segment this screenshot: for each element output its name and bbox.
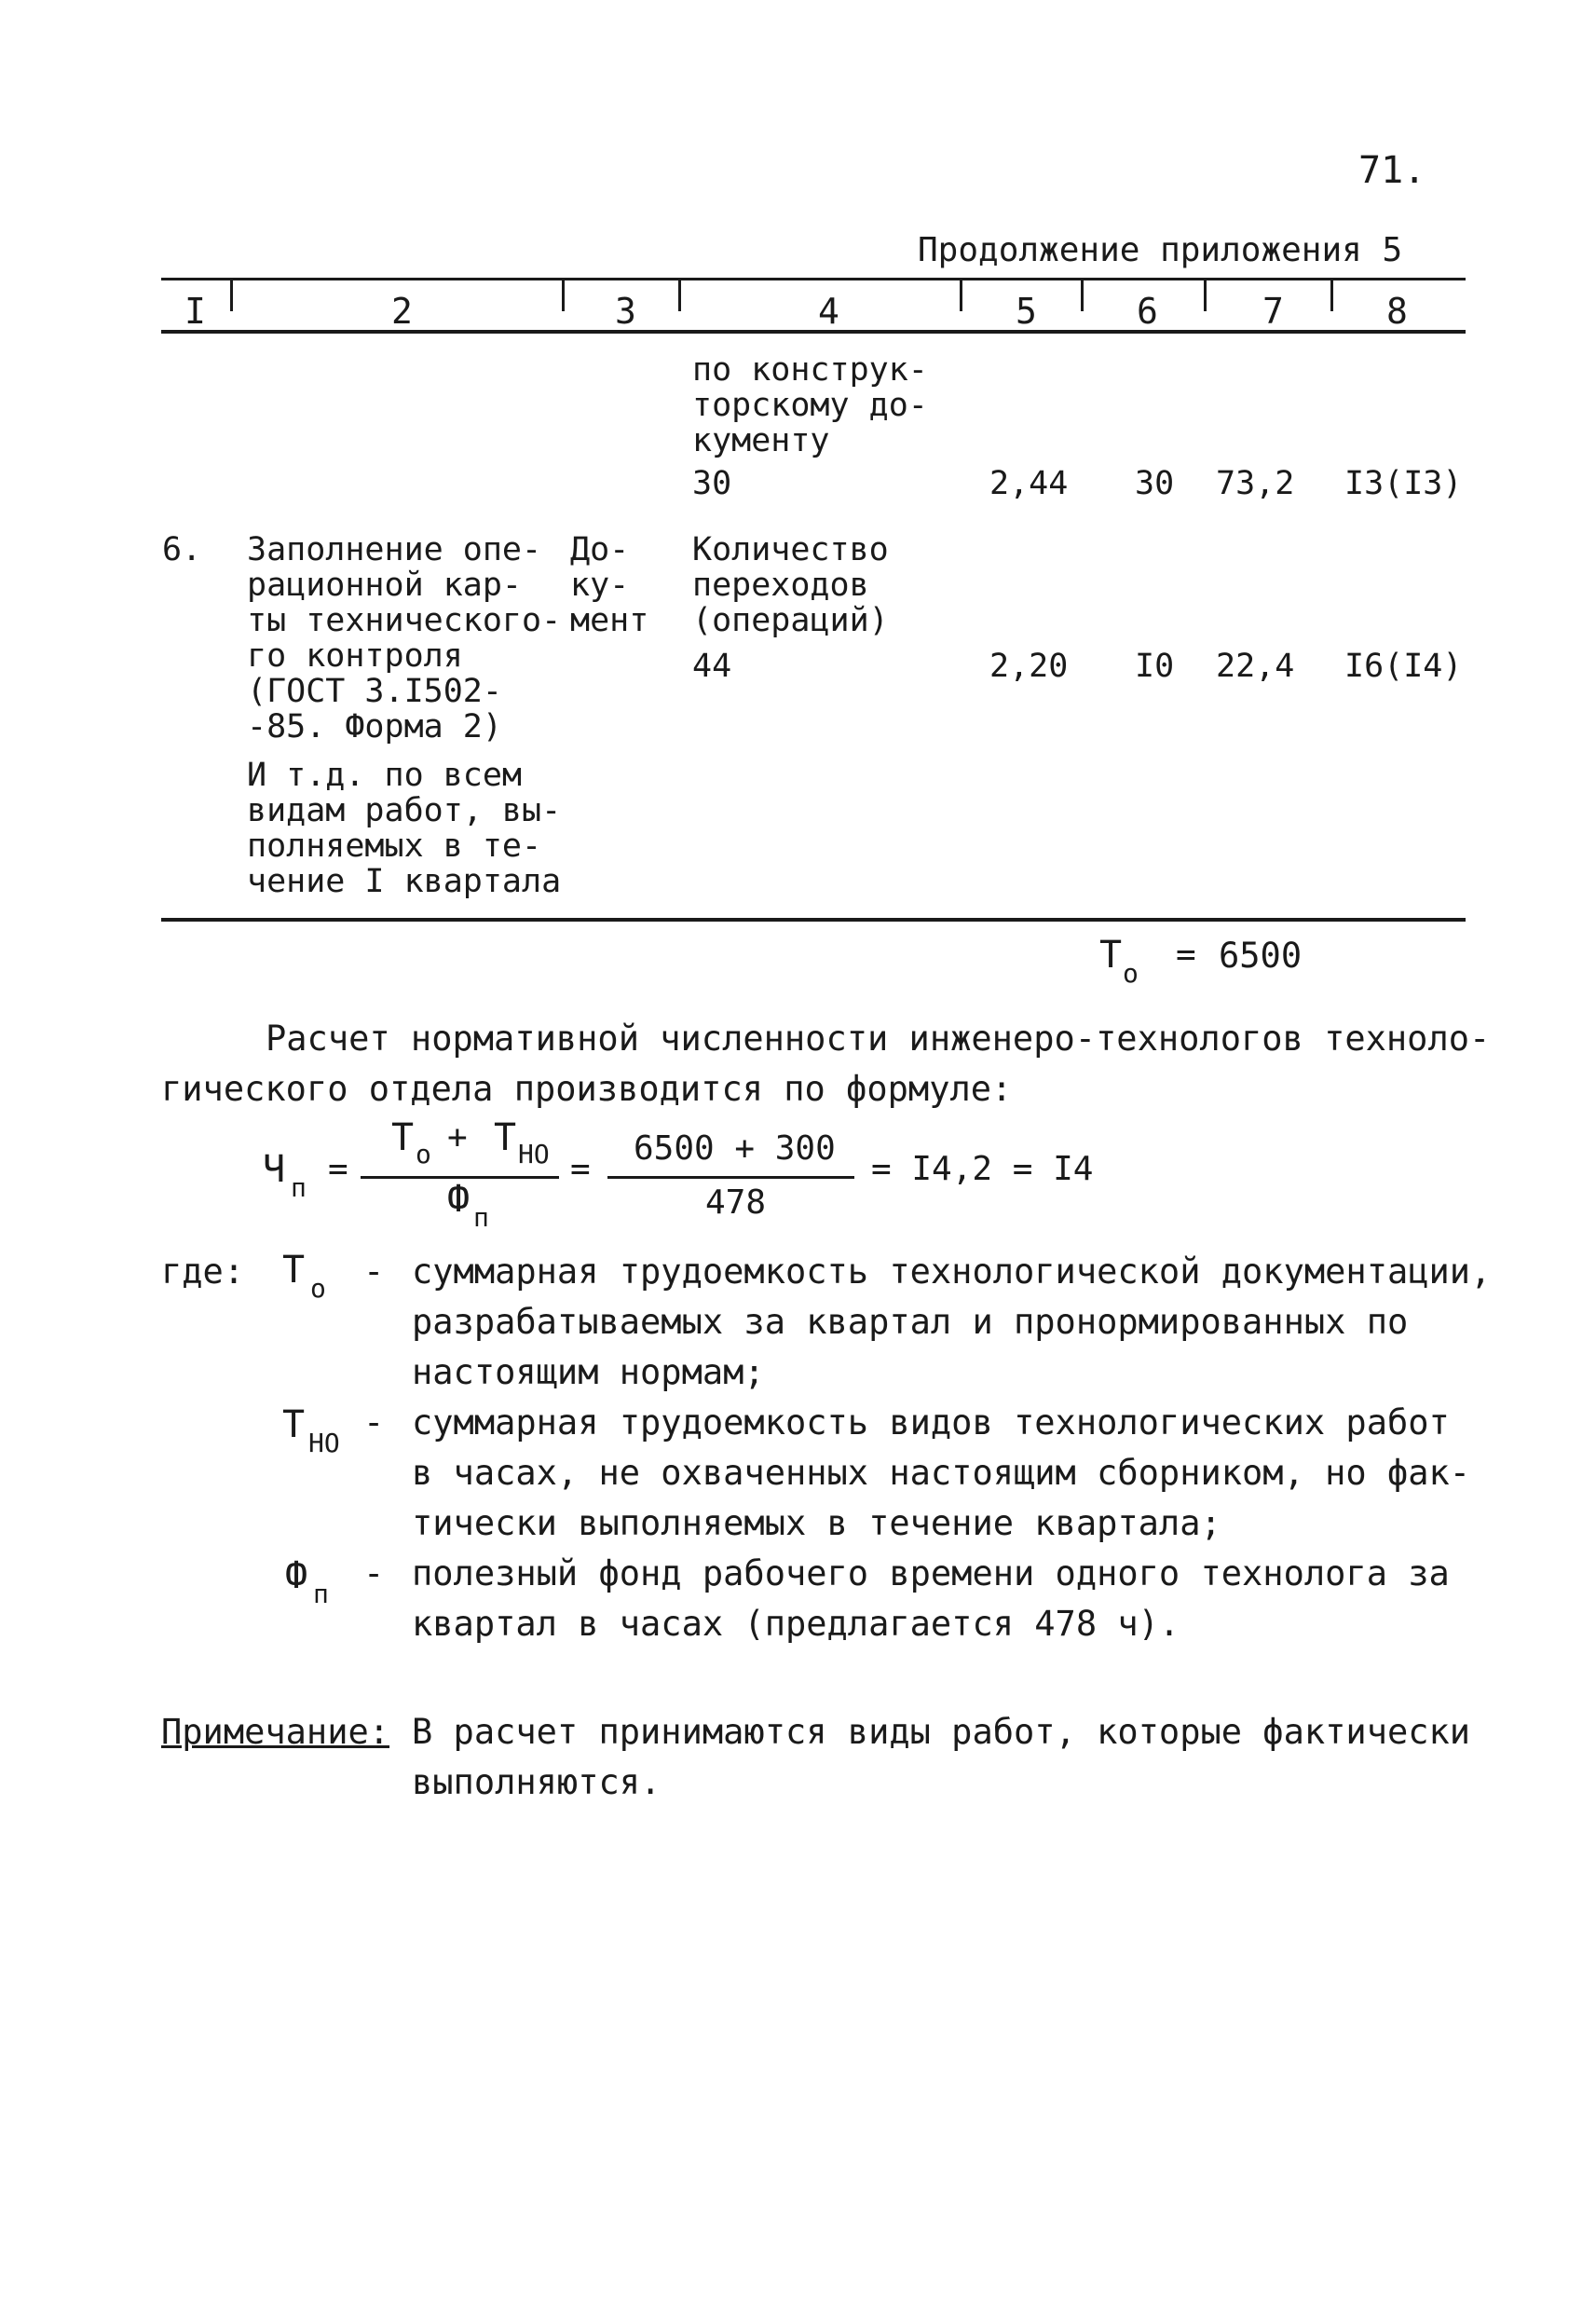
row-number: 6. <box>162 531 202 568</box>
cell-col6: 30 <box>1135 465 1175 502</box>
cell-name-line: (ГОСТ 3.I502- <box>247 673 502 710</box>
def-dash: - <box>363 1402 385 1443</box>
cell-name-line: Заполнение опе- <box>247 531 542 568</box>
cell-name-line: рационной кар- <box>247 567 523 604</box>
formula-lhs-sub: п <box>291 1172 307 1203</box>
cell-col5: 2,20 <box>989 648 1069 685</box>
def-line: квартал в часах (предлагается 478 ч). <box>412 1604 1180 1644</box>
cell-qty: 44 <box>692 648 732 685</box>
def-line: настоящим нормам; <box>412 1352 765 1392</box>
cell-name-line: -85. Форма 2) <box>247 708 502 745</box>
formula-plus: + <box>447 1118 468 1156</box>
cell-qty: 30 <box>692 465 732 502</box>
cell-etc-line: полняемых в те- <box>247 827 542 865</box>
header-divider <box>562 280 565 311</box>
col-header-1: I <box>184 291 206 332</box>
formula-result: = I4,2 = I4 <box>871 1150 1094 1188</box>
def-line: разрабатываемых за квартал и пронормированных по <box>412 1302 1409 1342</box>
def-line: суммарная трудоемкость видов технологических работ <box>412 1402 1450 1443</box>
col-header-5: 5 <box>1016 291 1037 332</box>
note-line: выполняются. <box>412 1762 662 1802</box>
cell-col6: I0 <box>1135 648 1175 685</box>
cell-etc-line: И т.д. по всем <box>247 757 523 794</box>
col-header-8: 8 <box>1386 291 1408 332</box>
def-dash: - <box>363 1251 385 1292</box>
total-symbol: T <box>1099 934 1123 977</box>
def-symbol: T <box>282 1403 306 1446</box>
intro-line: Расчет нормативной численности инженеро-технологов техноло- <box>266 1019 1491 1059</box>
col-header-3: 3 <box>615 291 636 332</box>
formula-tno-sub: НО <box>518 1139 550 1169</box>
header-top-rule <box>161 278 1466 280</box>
header-divider <box>230 280 233 311</box>
formula-t0: T <box>391 1116 415 1159</box>
def-symbol: Ф <box>285 1554 308 1597</box>
cell-name-line: го контроля <box>247 637 463 675</box>
note-line: В расчет принимаются виды работ, которые фактически <box>412 1712 1471 1752</box>
total-value: 6500 <box>1219 936 1303 976</box>
table-bottom-rule <box>161 918 1466 922</box>
col-header-2: 2 <box>391 291 413 332</box>
col-header-6: 6 <box>1137 291 1158 332</box>
continuation-title: Продолжение приложения 5 <box>918 231 1403 269</box>
def-subscript: o <box>310 1273 326 1304</box>
def-line: тически выполняемых в течение квартала; <box>412 1503 1221 1543</box>
cell-meter-line: кументу <box>692 422 830 459</box>
cell-name-line: ты технического- <box>247 602 562 639</box>
cell-etc-line: видам работ, вы- <box>247 792 562 829</box>
formula-equals: = <box>570 1150 591 1188</box>
cell-meter-line: Количество <box>692 531 889 568</box>
formula-den-value: 478 <box>705 1183 767 1222</box>
def-symbol: T <box>282 1249 306 1292</box>
where-label: где: <box>161 1251 245 1292</box>
fraction-bar <box>607 1176 854 1179</box>
total-equals: = <box>1176 936 1196 974</box>
formula-t0-sub: o <box>416 1139 431 1169</box>
cell-meter-line: торскому до- <box>692 387 928 424</box>
formula-phi: Ф <box>447 1178 471 1221</box>
cell-col7: 22,4 <box>1216 648 1295 685</box>
cell-col5: 2,44 <box>989 465 1069 502</box>
formula-phi-sub: п <box>473 1202 489 1233</box>
formula-tno: T <box>494 1116 517 1159</box>
total-subscript: o <box>1123 958 1139 989</box>
cell-unit-line: До- <box>570 531 630 568</box>
cell-col7: 73,2 <box>1216 465 1295 502</box>
cell-meter-line: по конструк- <box>692 351 928 389</box>
formula-equals: = <box>328 1150 348 1188</box>
note-label: Примечание: <box>161 1712 390 1752</box>
header-divider <box>1204 280 1207 311</box>
def-line: суммарная трудоемкость технологической документации, <box>412 1251 1492 1292</box>
cell-col8: I3(I3) <box>1344 465 1463 502</box>
cell-unit-line: ку- <box>570 567 630 604</box>
page-number: 71. <box>1358 149 1426 192</box>
col-header-7: 7 <box>1262 291 1284 332</box>
cell-meter-line: (операций) <box>692 602 889 639</box>
header-divider <box>1330 280 1333 311</box>
def-subscript: п <box>313 1579 329 1609</box>
cell-meter-line: переходов <box>692 567 869 604</box>
def-line: в часах, не охваченных настоящим сборником, но фак- <box>412 1453 1471 1493</box>
formula-num-values: 6500 + 300 <box>634 1129 836 1168</box>
formula-lhs: Ч <box>263 1148 286 1191</box>
def-dash: - <box>363 1553 385 1593</box>
col-header-4: 4 <box>818 291 839 332</box>
header-divider <box>678 280 681 311</box>
def-subscript: НО <box>308 1428 340 1458</box>
intro-line: гического отдела производится по формуле: <box>161 1069 1013 1109</box>
cell-etc-line: чение I квартала <box>247 863 562 900</box>
header-divider <box>960 280 962 311</box>
header-divider <box>1081 280 1084 311</box>
cell-unit-line: мент <box>570 602 649 639</box>
def-line: полезный фонд рабочего времени одного технолога за <box>412 1553 1450 1593</box>
cell-col8: I6(I4) <box>1344 648 1463 685</box>
